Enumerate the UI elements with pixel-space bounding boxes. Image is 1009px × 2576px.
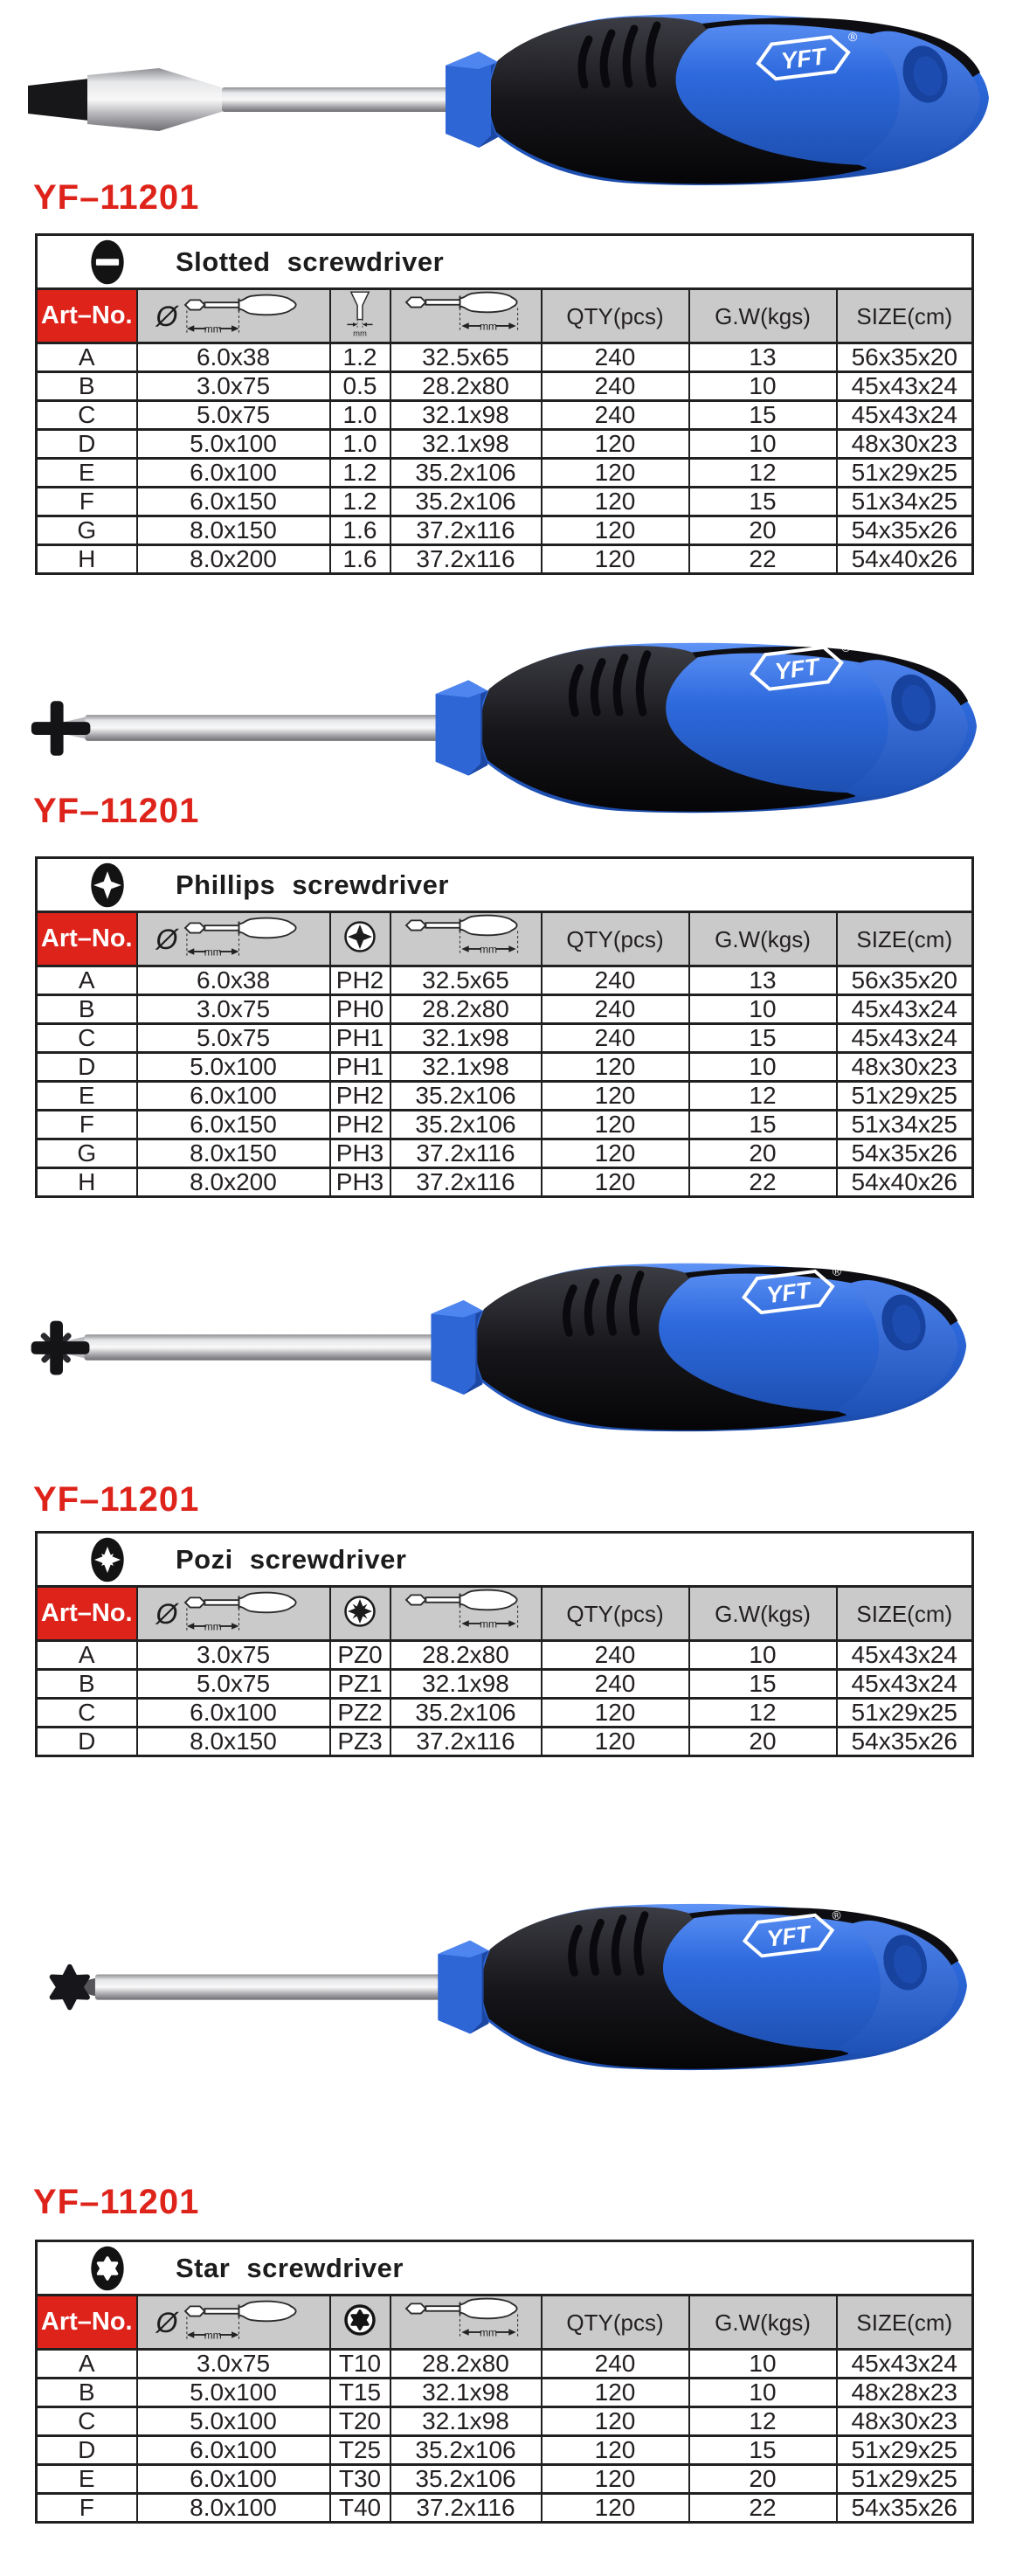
svg-text:YFT: YFT (765, 1920, 812, 1952)
cell-blade-size: 5.0x100 (137, 1053, 330, 1082)
spec-table-slotted (35, 233, 974, 575)
table-row (37, 401, 973, 430)
slotted-bit-icon (86, 237, 128, 287)
cell-art-no: G (37, 1139, 137, 1168)
cell-size: 51x34x25 (837, 1111, 973, 1139)
cell-gw: 15 (689, 1111, 837, 1139)
cell-tip: PH1 (330, 1053, 390, 1082)
cell-qty: 120 (542, 2465, 689, 2494)
cell-gw: 20 (689, 1139, 837, 1168)
table-row (37, 1024, 973, 1053)
cell-gw: 20 (689, 2465, 837, 2494)
svg-text:mm: mm (479, 320, 498, 333)
cell-size: 54x35x26 (837, 516, 973, 545)
table-row (37, 1699, 973, 1728)
cell-art-no: H (37, 545, 137, 574)
cell-gw: 20 (689, 516, 837, 545)
table-title: Phillips screwdriver (176, 869, 449, 900)
cell-art-no: A (37, 966, 137, 995)
svg-text:®: ® (831, 1908, 842, 1923)
cell-size: 51x34x25 (837, 488, 973, 516)
svg-text:mm: mm (204, 322, 223, 336)
cell-tip: 1.6 (330, 545, 390, 574)
table-row (37, 1053, 973, 1082)
cell-handle-size: 35.2x106 (390, 459, 542, 488)
col-header-size: SIZE(cm) (837, 912, 973, 966)
cell-gw: 15 (689, 401, 837, 430)
col-header-gw: G.W(kgs) (689, 289, 837, 343)
svg-text:YFT: YFT (773, 653, 821, 685)
cell-gw: 13 (689, 966, 837, 995)
cell-art-no: A (37, 1641, 137, 1670)
cell-handle-size: 28.2x80 (390, 995, 542, 1024)
cell-blade-size: 6.0x38 (137, 966, 330, 995)
pozi-tip (31, 1321, 90, 1375)
col-header-tip-type (330, 2296, 390, 2350)
cell-handle-size: 32.1x98 (390, 1024, 542, 1053)
col-header-gw: G.W(kgs) (689, 912, 837, 966)
cell-blade-size: 6.0x150 (137, 488, 330, 516)
cell-art-no: G (37, 516, 137, 545)
cell-handle-size: 28.2x80 (390, 372, 542, 401)
col-header-qty: QTY(pcs) (542, 1587, 689, 1641)
cell-blade-size: 5.0x75 (137, 1024, 330, 1053)
phillips-tip (31, 701, 91, 756)
cell-blade-size: 5.0x100 (137, 2407, 330, 2436)
cell-gw: 10 (689, 2350, 837, 2379)
cell-qty: 240 (542, 372, 689, 401)
table-title: Star screwdriver (176, 2253, 404, 2283)
cell-gw: 22 (689, 545, 837, 574)
cell-gw: 10 (689, 1641, 837, 1670)
cell-tip: PH0 (330, 995, 390, 1024)
cell-tip: 1.0 (330, 430, 390, 459)
cell-qty: 120 (542, 488, 689, 516)
cell-size: 45x43x24 (837, 1670, 973, 1699)
col-header-art-no: Art–No. (37, 1587, 137, 1641)
table-row (37, 2407, 973, 2436)
col-header-tip-type (330, 912, 390, 966)
cell-gw: 12 (689, 1699, 837, 1728)
cell-art-no: B (37, 372, 137, 401)
product-photo-star-screwdriver (10, 1901, 991, 2076)
cell-blade-size: 6.0x38 (137, 343, 330, 372)
cell-size: 45x43x24 (837, 2350, 973, 2379)
cell-art-no: B (37, 995, 137, 1024)
svg-text:mm: mm (353, 329, 367, 337)
cell-tip: 1.6 (330, 516, 390, 545)
cell-art-no: E (37, 1082, 137, 1111)
model-number: YF–11201 (33, 178, 200, 217)
cell-handle-size: 37.2x116 (390, 545, 542, 574)
cell-qty: 120 (542, 1728, 689, 1756)
cell-gw: 15 (689, 488, 837, 516)
cell-handle-size: 32.1x98 (390, 1670, 542, 1699)
col-header-qty: QTY(pcs) (542, 289, 689, 343)
cell-qty: 120 (542, 545, 689, 574)
cell-tip: PH1 (330, 1024, 390, 1053)
cell-qty: 240 (542, 966, 689, 995)
table-row (37, 459, 973, 488)
cell-handle-size: 35.2x106 (390, 2436, 542, 2465)
cell-handle-size: 32.5x65 (390, 966, 542, 995)
cell-blade-size: 8.0x200 (137, 1168, 330, 1197)
cell-qty: 120 (542, 2379, 689, 2407)
svg-text:YFT: YFT (764, 1277, 812, 1309)
cell-size: 54x35x26 (837, 1728, 973, 1756)
spec-table-pozi (35, 1531, 974, 1757)
blade-dimension-icon (179, 2299, 310, 2346)
cell-handle-size: 32.1x98 (390, 2407, 542, 2436)
cell-art-no: H (37, 1168, 137, 1197)
col-header-blade-spec (137, 289, 330, 343)
torx-tip-icon (340, 2300, 380, 2340)
phillips-tip-icon (340, 917, 380, 957)
cell-blade-size: 8.0x150 (137, 1139, 330, 1168)
table-row (37, 2494, 973, 2523)
col-header-handle-spec (390, 2296, 542, 2350)
cell-tip: PH3 (330, 1168, 390, 1197)
blade-dimension-icon (179, 916, 310, 963)
cell-blade-size: 5.0x100 (137, 2379, 330, 2407)
table-row (37, 2465, 973, 2494)
table-row (37, 1641, 973, 1670)
product-photo-slotted-screwdriver (9, 0, 996, 200)
svg-text:®: ® (840, 640, 852, 655)
cell-size: 51x29x25 (837, 1699, 973, 1728)
cell-handle-size: 37.2x116 (390, 1728, 542, 1756)
cell-size: 48x30x23 (837, 1053, 973, 1082)
col-header-qty: QTY(pcs) (542, 2296, 689, 2350)
cell-qty: 120 (542, 1082, 689, 1111)
cell-tip: T25 (330, 2436, 390, 2465)
cell-qty: 240 (542, 995, 689, 1024)
cell-art-no: C (37, 1699, 137, 1728)
cell-blade-size: 5.0x75 (137, 401, 330, 430)
cell-blade-size: 6.0x100 (137, 459, 330, 488)
cell-size: 51x29x25 (837, 459, 973, 488)
cell-tip: T20 (330, 2407, 390, 2436)
cell-qty: 120 (542, 2436, 689, 2465)
star-bit-icon (86, 2243, 128, 2294)
cell-art-no: F (37, 2494, 137, 2523)
torx-tip (52, 1967, 87, 2008)
col-header-blade-spec (137, 2296, 330, 2350)
table-row (37, 1139, 973, 1168)
table-row (37, 995, 973, 1024)
cell-qty: 120 (542, 459, 689, 488)
cell-size: 45x43x24 (837, 995, 973, 1024)
cell-qty: 120 (542, 2407, 689, 2436)
table-title: Slotted screwdriver (176, 246, 445, 277)
table-row (37, 1728, 973, 1756)
cell-handle-size: 28.2x80 (390, 2350, 542, 2379)
svg-text:mm: mm (204, 1620, 223, 1633)
cell-art-no: E (37, 2465, 137, 2494)
table-row (37, 966, 973, 995)
diameter-symbol: Ø (155, 300, 178, 332)
cell-gw: 13 (689, 343, 837, 372)
cell-tip: PH2 (330, 966, 390, 995)
cell-art-no: B (37, 2379, 137, 2407)
phillips-bit-icon (86, 860, 128, 911)
cell-size: 51x29x25 (837, 2436, 973, 2465)
col-header-art-no: Art–No. (37, 912, 137, 966)
model-number: YF–11201 (33, 2183, 200, 2221)
cell-blade-size: 3.0x75 (137, 2350, 330, 2379)
cell-tip: T15 (330, 2379, 390, 2407)
cell-art-no: C (37, 2407, 137, 2436)
table-row (37, 1082, 973, 1111)
cell-size: 45x43x24 (837, 401, 973, 430)
cell-art-no: C (37, 401, 137, 430)
cell-size: 54x35x26 (837, 2494, 973, 2523)
cell-tip: 1.0 (330, 401, 390, 430)
cell-art-no: F (37, 1111, 137, 1139)
diameter-symbol: Ø (155, 1597, 178, 1630)
cell-gw: 10 (689, 1053, 837, 1082)
cell-qty: 120 (542, 1053, 689, 1082)
cell-tip: 1.2 (330, 488, 390, 516)
cell-qty: 120 (542, 430, 689, 459)
diameter-symbol: Ø (155, 923, 178, 955)
cell-size: 51x29x25 (837, 1082, 973, 1111)
cell-size: 54x35x26 (837, 1139, 973, 1168)
model-number: YF–11201 (33, 1480, 200, 1519)
cell-handle-size: 35.2x106 (390, 1699, 542, 1728)
cell-tip: PZ0 (330, 1641, 390, 1670)
cell-qty: 120 (542, 516, 689, 545)
cell-size: 45x43x24 (837, 1024, 973, 1053)
table-row (37, 1670, 973, 1699)
cell-blade-size: 8.0x100 (137, 2494, 330, 2523)
slotted-tip-width-icon (341, 290, 379, 337)
cell-size: 45x43x24 (837, 1641, 973, 1670)
svg-text:mm: mm (204, 2329, 223, 2342)
cell-art-no: E (37, 459, 137, 488)
cell-tip: T40 (330, 2494, 390, 2523)
cell-tip: PH2 (330, 1082, 390, 1111)
col-header-blade-spec (137, 912, 330, 966)
svg-text:®: ® (832, 1264, 842, 1279)
cell-art-no: B (37, 1670, 137, 1699)
cell-blade-size: 3.0x75 (137, 995, 330, 1024)
cell-handle-size: 28.2x80 (390, 1641, 542, 1670)
cell-blade-size: 8.0x150 (137, 1728, 330, 1756)
col-header-size: SIZE(cm) (837, 289, 973, 343)
cell-size: 56x35x20 (837, 966, 973, 995)
cell-handle-size: 37.2x116 (390, 1139, 542, 1168)
cell-blade-size: 8.0x200 (137, 545, 330, 574)
table-row (37, 372, 973, 401)
col-header-tip-width (330, 289, 390, 343)
col-header-art-no: Art–No. (37, 2296, 137, 2350)
table-row (37, 1111, 973, 1139)
cell-gw: 22 (689, 2494, 837, 2523)
product-photo-pozi-screwdriver (14, 1260, 975, 1438)
table-row (37, 545, 973, 574)
cell-qty: 120 (542, 1139, 689, 1168)
table-row (37, 2379, 973, 2407)
cell-qty: 240 (542, 343, 689, 372)
cell-size: 56x35x20 (837, 343, 973, 372)
svg-text:mm: mm (479, 1617, 498, 1631)
cell-blade-size: 6.0x100 (137, 2465, 330, 2494)
cell-blade-size: 5.0x100 (137, 430, 330, 459)
svg-text:®: ® (847, 29, 859, 45)
col-header-art-no: Art–No. (37, 289, 137, 343)
col-header-size: SIZE(cm) (837, 2296, 973, 2350)
cell-size: 45x43x24 (837, 372, 973, 401)
cell-handle-size: 32.5x65 (390, 343, 542, 372)
handle-dimension-icon (400, 913, 531, 960)
cell-art-no: D (37, 1728, 137, 1756)
cell-tip: PZ3 (330, 1728, 390, 1756)
cell-size: 48x28x23 (837, 2379, 973, 2407)
cell-size: 54x40x26 (837, 545, 973, 574)
table-row (37, 1168, 973, 1197)
cell-qty: 120 (542, 1168, 689, 1197)
cell-art-no: C (37, 1024, 137, 1053)
col-header-handle-spec (390, 912, 542, 966)
cell-handle-size: 37.2x116 (390, 516, 542, 545)
table-row (37, 343, 973, 372)
cell-qty: 120 (542, 1699, 689, 1728)
cell-art-no: D (37, 430, 137, 459)
cell-blade-size: 6.0x100 (137, 1082, 330, 1111)
svg-text:YFT: YFT (779, 43, 827, 75)
cell-gw: 10 (689, 2379, 837, 2407)
cell-blade-size: 8.0x150 (137, 516, 330, 545)
cell-gw: 10 (689, 372, 837, 401)
cell-handle-size: 32.1x98 (390, 1053, 542, 1082)
cell-size: 54x40x26 (837, 1168, 973, 1197)
cell-art-no: A (37, 343, 137, 372)
col-header-handle-spec (390, 289, 542, 343)
cell-art-no: F (37, 488, 137, 516)
cell-gw: 20 (689, 1728, 837, 1756)
table-row (37, 2350, 973, 2379)
cell-tip: 1.2 (330, 459, 390, 488)
svg-text:mm: mm (479, 2326, 498, 2339)
table-row (37, 516, 973, 545)
cell-art-no: D (37, 2436, 137, 2465)
cell-gw: 12 (689, 2407, 837, 2436)
cell-handle-size: 32.1x98 (390, 2379, 542, 2407)
cell-size: 48x30x23 (837, 2407, 973, 2436)
cell-qty: 240 (542, 1641, 689, 1670)
cell-handle-size: 35.2x106 (390, 1082, 542, 1111)
cell-tip: 0.5 (330, 372, 390, 401)
cell-tip: PH2 (330, 1111, 390, 1139)
cell-gw: 10 (689, 995, 837, 1024)
col-header-gw: G.W(kgs) (689, 1587, 837, 1641)
cell-qty: 240 (542, 1024, 689, 1053)
diameter-symbol: Ø (155, 2306, 178, 2338)
col-header-qty: QTY(pcs) (542, 912, 689, 966)
cell-qty: 240 (542, 1670, 689, 1699)
cell-handle-size: 35.2x106 (390, 2465, 542, 2494)
cell-gw: 15 (689, 1670, 837, 1699)
pozi-tip-icon (340, 1591, 380, 1631)
cell-qty: 120 (542, 2494, 689, 2523)
slotted-blade-tip (28, 79, 89, 121)
cell-handle-size: 35.2x106 (390, 488, 542, 516)
col-header-gw: G.W(kgs) (689, 2296, 837, 2350)
cell-tip: T10 (330, 2350, 390, 2379)
handle-dimension-icon (400, 2296, 531, 2344)
cell-handle-size: 32.1x98 (390, 430, 542, 459)
col-header-handle-spec (390, 1587, 542, 1641)
cell-handle-size: 37.2x116 (390, 1168, 542, 1197)
cell-blade-size: 3.0x75 (137, 372, 330, 401)
blade-dimension-icon (179, 293, 310, 340)
cell-tip: 1.2 (330, 343, 390, 372)
svg-text:mm: mm (479, 943, 498, 956)
cell-tip: PZ2 (330, 1699, 390, 1728)
cell-art-no: D (37, 1053, 137, 1082)
cell-tip: T30 (330, 2465, 390, 2494)
blade-dimension-icon (179, 1590, 310, 1638)
model-number: YF–11201 (33, 792, 200, 830)
cell-blade-size: 5.0x75 (137, 1670, 330, 1699)
cell-gw: 12 (689, 459, 837, 488)
cell-handle-size: 35.2x106 (390, 1111, 542, 1139)
table-row (37, 2436, 973, 2465)
cell-qty: 120 (542, 1111, 689, 1139)
cell-size: 48x30x23 (837, 430, 973, 459)
cell-size: 51x29x25 (837, 2465, 973, 2494)
cell-handle-size: 37.2x116 (390, 2494, 542, 2523)
table-title: Pozi screwdriver (176, 1544, 407, 1575)
cell-blade-size: 6.0x100 (137, 2436, 330, 2465)
spec-table-phillips (35, 856, 974, 1198)
spec-table-star (35, 2240, 974, 2524)
cell-art-no: A (37, 2350, 137, 2379)
col-header-tip-type (330, 1587, 390, 1641)
cell-tip: PH3 (330, 1139, 390, 1168)
cell-gw: 12 (689, 1082, 837, 1111)
cell-qty: 240 (542, 401, 689, 430)
table-row (37, 488, 973, 516)
table-row (37, 430, 973, 459)
cell-blade-size: 6.0x100 (137, 1699, 330, 1728)
cell-gw: 15 (689, 2436, 837, 2465)
handle-dimension-icon (400, 290, 531, 337)
cell-gw: 15 (689, 1024, 837, 1053)
handle-dimension-icon (400, 1588, 531, 1635)
cell-gw: 10 (689, 430, 837, 459)
col-header-size: SIZE(cm) (837, 1587, 973, 1641)
svg-text:mm: mm (204, 945, 223, 959)
cell-blade-size: 6.0x150 (137, 1111, 330, 1139)
cell-qty: 240 (542, 2350, 689, 2379)
cell-handle-size: 32.1x98 (390, 401, 542, 430)
col-header-blade-spec (137, 1587, 330, 1641)
cell-gw: 22 (689, 1168, 837, 1197)
pozi-bit-icon (86, 1534, 128, 1585)
cell-tip: PZ1 (330, 1670, 390, 1699)
cell-blade-size: 3.0x75 (137, 1641, 330, 1670)
